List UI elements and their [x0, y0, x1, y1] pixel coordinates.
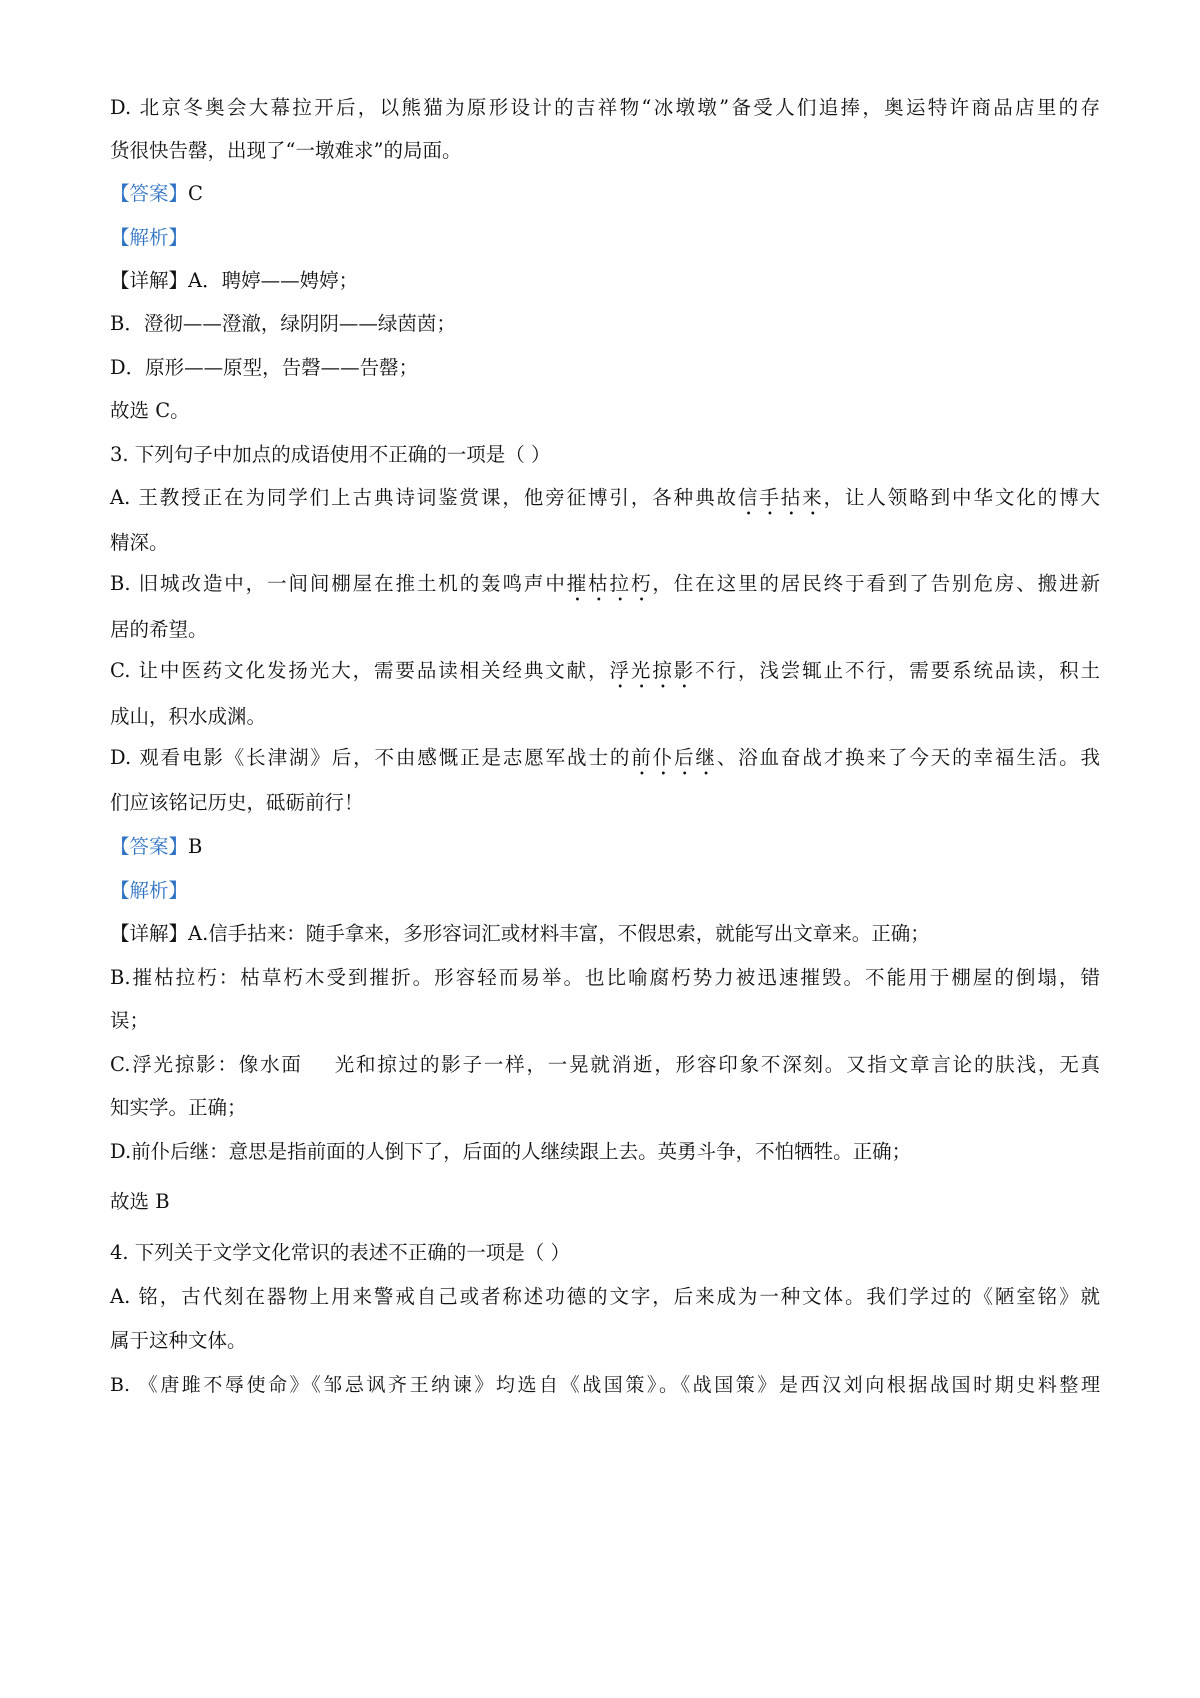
q3-option-a-line1	[110, 485, 1100, 520]
q3-b-text-pre: B. 旧城改造中，一间间棚屋在推土机的轰鸣声中	[110, 572, 567, 595]
q2-option-d-line2: 货很快告罄，出现了“一墩难求”的局面。	[110, 139, 462, 162]
q2-detail-line2: B．澄彻——澄澈，绿阴阴——绿茵茵；	[110, 312, 456, 335]
q4-option-a-line2: 属于这种文体。	[110, 1329, 247, 1352]
q4-stem: 4. 下列关于文学文化常识的表述不正确的一项是（ ）	[110, 1241, 571, 1264]
q3-option-c-line2: 成山，积水成渊。	[110, 705, 267, 728]
q3-analysis-tag: 【解析】	[110, 879, 189, 902]
q3-detail-b-line1: B.摧枯拉朽：枯草朽木受到摧折。形容轻而易举。也比喻腐朽势力被迅速摧毁。不能用于棚屋的倒塌，错	[110, 966, 1100, 989]
q2-analysis-tag: 【解析】	[110, 226, 189, 249]
q3-option-c-line1	[110, 658, 1100, 693]
q3-c-dotted-idiom: 浮光掠影	[609, 659, 696, 682]
q3-d-dotted-idiom: 前仆后继	[631, 746, 717, 769]
answer-tag: 【答案】	[110, 182, 189, 205]
q2-answer	[110, 181, 203, 207]
answer-tag: 【答案】	[110, 835, 189, 858]
q2-option-d-line1: D. 北京冬奥会大幕拉开后，以熊猫为原形设计的吉祥物“冰墩墩”备受人们追捧，奥运特许商品店里的存	[110, 96, 1100, 119]
q3-a-text-post: ，让人领略到中华文化的博大	[823, 486, 1100, 509]
q2-detail-line1: 【详解】A．聘婷——娉婷；	[110, 269, 359, 292]
q3-detail-a: 【详解】A.信手拈来：随手拿来，多形容词汇或材料丰富，不假思索，就能写出文章来。正确；	[110, 922, 930, 945]
q3-option-d-line2: 们应该铭记历史，砥砺前行！	[110, 791, 364, 814]
q3-conclusion: 故选 B	[110, 1190, 170, 1213]
q3-detail-b-line2: 误；	[110, 1009, 150, 1032]
q3-c-text-pre: C. 让中医药文化发扬光大，需要品读相关经典文献，	[110, 659, 610, 682]
q3-b-dotted-idiom: 摧枯拉朽	[566, 572, 653, 595]
answer-value: C	[188, 182, 203, 205]
q3-d-text-post: 、浴血奋战才换来了今天的幸福生活。我	[716, 746, 1100, 769]
q3-answer	[110, 834, 202, 860]
q3-detail-c-line1: C.浮光掠影：像水面 光和掠过的影子一样，一晃就消逝，形容印象不深刻。又指文章言论的肤浅，无真	[110, 1053, 1100, 1076]
q3-detail-d: D.前仆后继：意思是指前面的人倒下了，后面的人继续跟上去。英勇斗争，不怕牺牲。正确；	[110, 1140, 912, 1163]
q3-c-text-post: 不行，浅尝辄止不行，需要系统品读，积土	[695, 659, 1100, 682]
q4-option-a-line1: A. 铭，古代刻在器物上用来警戒自己或者称述功德的文字，后来成为一种文体。我们学过的《陋室铭》就	[110, 1285, 1100, 1308]
q2-detail-line3: D．原形——原型，告磬——告罄；	[110, 356, 419, 379]
q3-a-dotted-idiom: 信手拈来	[737, 486, 824, 509]
q3-stem: 3. 下列句子中加点的成语使用不正确的一项是（ ）	[110, 443, 551, 466]
q3-detail-c-line2: 知实学。正确；	[110, 1096, 247, 1119]
q3-b-text-post: ，住在这里的居民终于看到了告别危房、搬进新	[652, 572, 1100, 595]
q3-option-d-line1	[110, 745, 1100, 780]
q3-option-a-line2: 精深。	[110, 531, 169, 554]
q2-conclusion: 故选 C。	[110, 399, 190, 422]
answer-value: B	[188, 835, 203, 858]
q4-option-b-line1: B. 《唐雎不辱使命》《邹忌讽齐王纳谏》均选自《战国策》。《战国策》是西汉刘向根据战国时期史料整理	[110, 1374, 1100, 1396]
q3-a-text-pre: A. 王教授正在为同学们上古典诗词鉴赏课，他旁征博引，各种典故	[110, 486, 738, 509]
q3-option-b-line2: 居的希望。	[110, 618, 208, 641]
q3-option-b-line1	[110, 571, 1100, 606]
q3-d-text-pre: D. 观看电影《长津湖》后，不由感慨正是志愿军战士的	[110, 746, 632, 769]
